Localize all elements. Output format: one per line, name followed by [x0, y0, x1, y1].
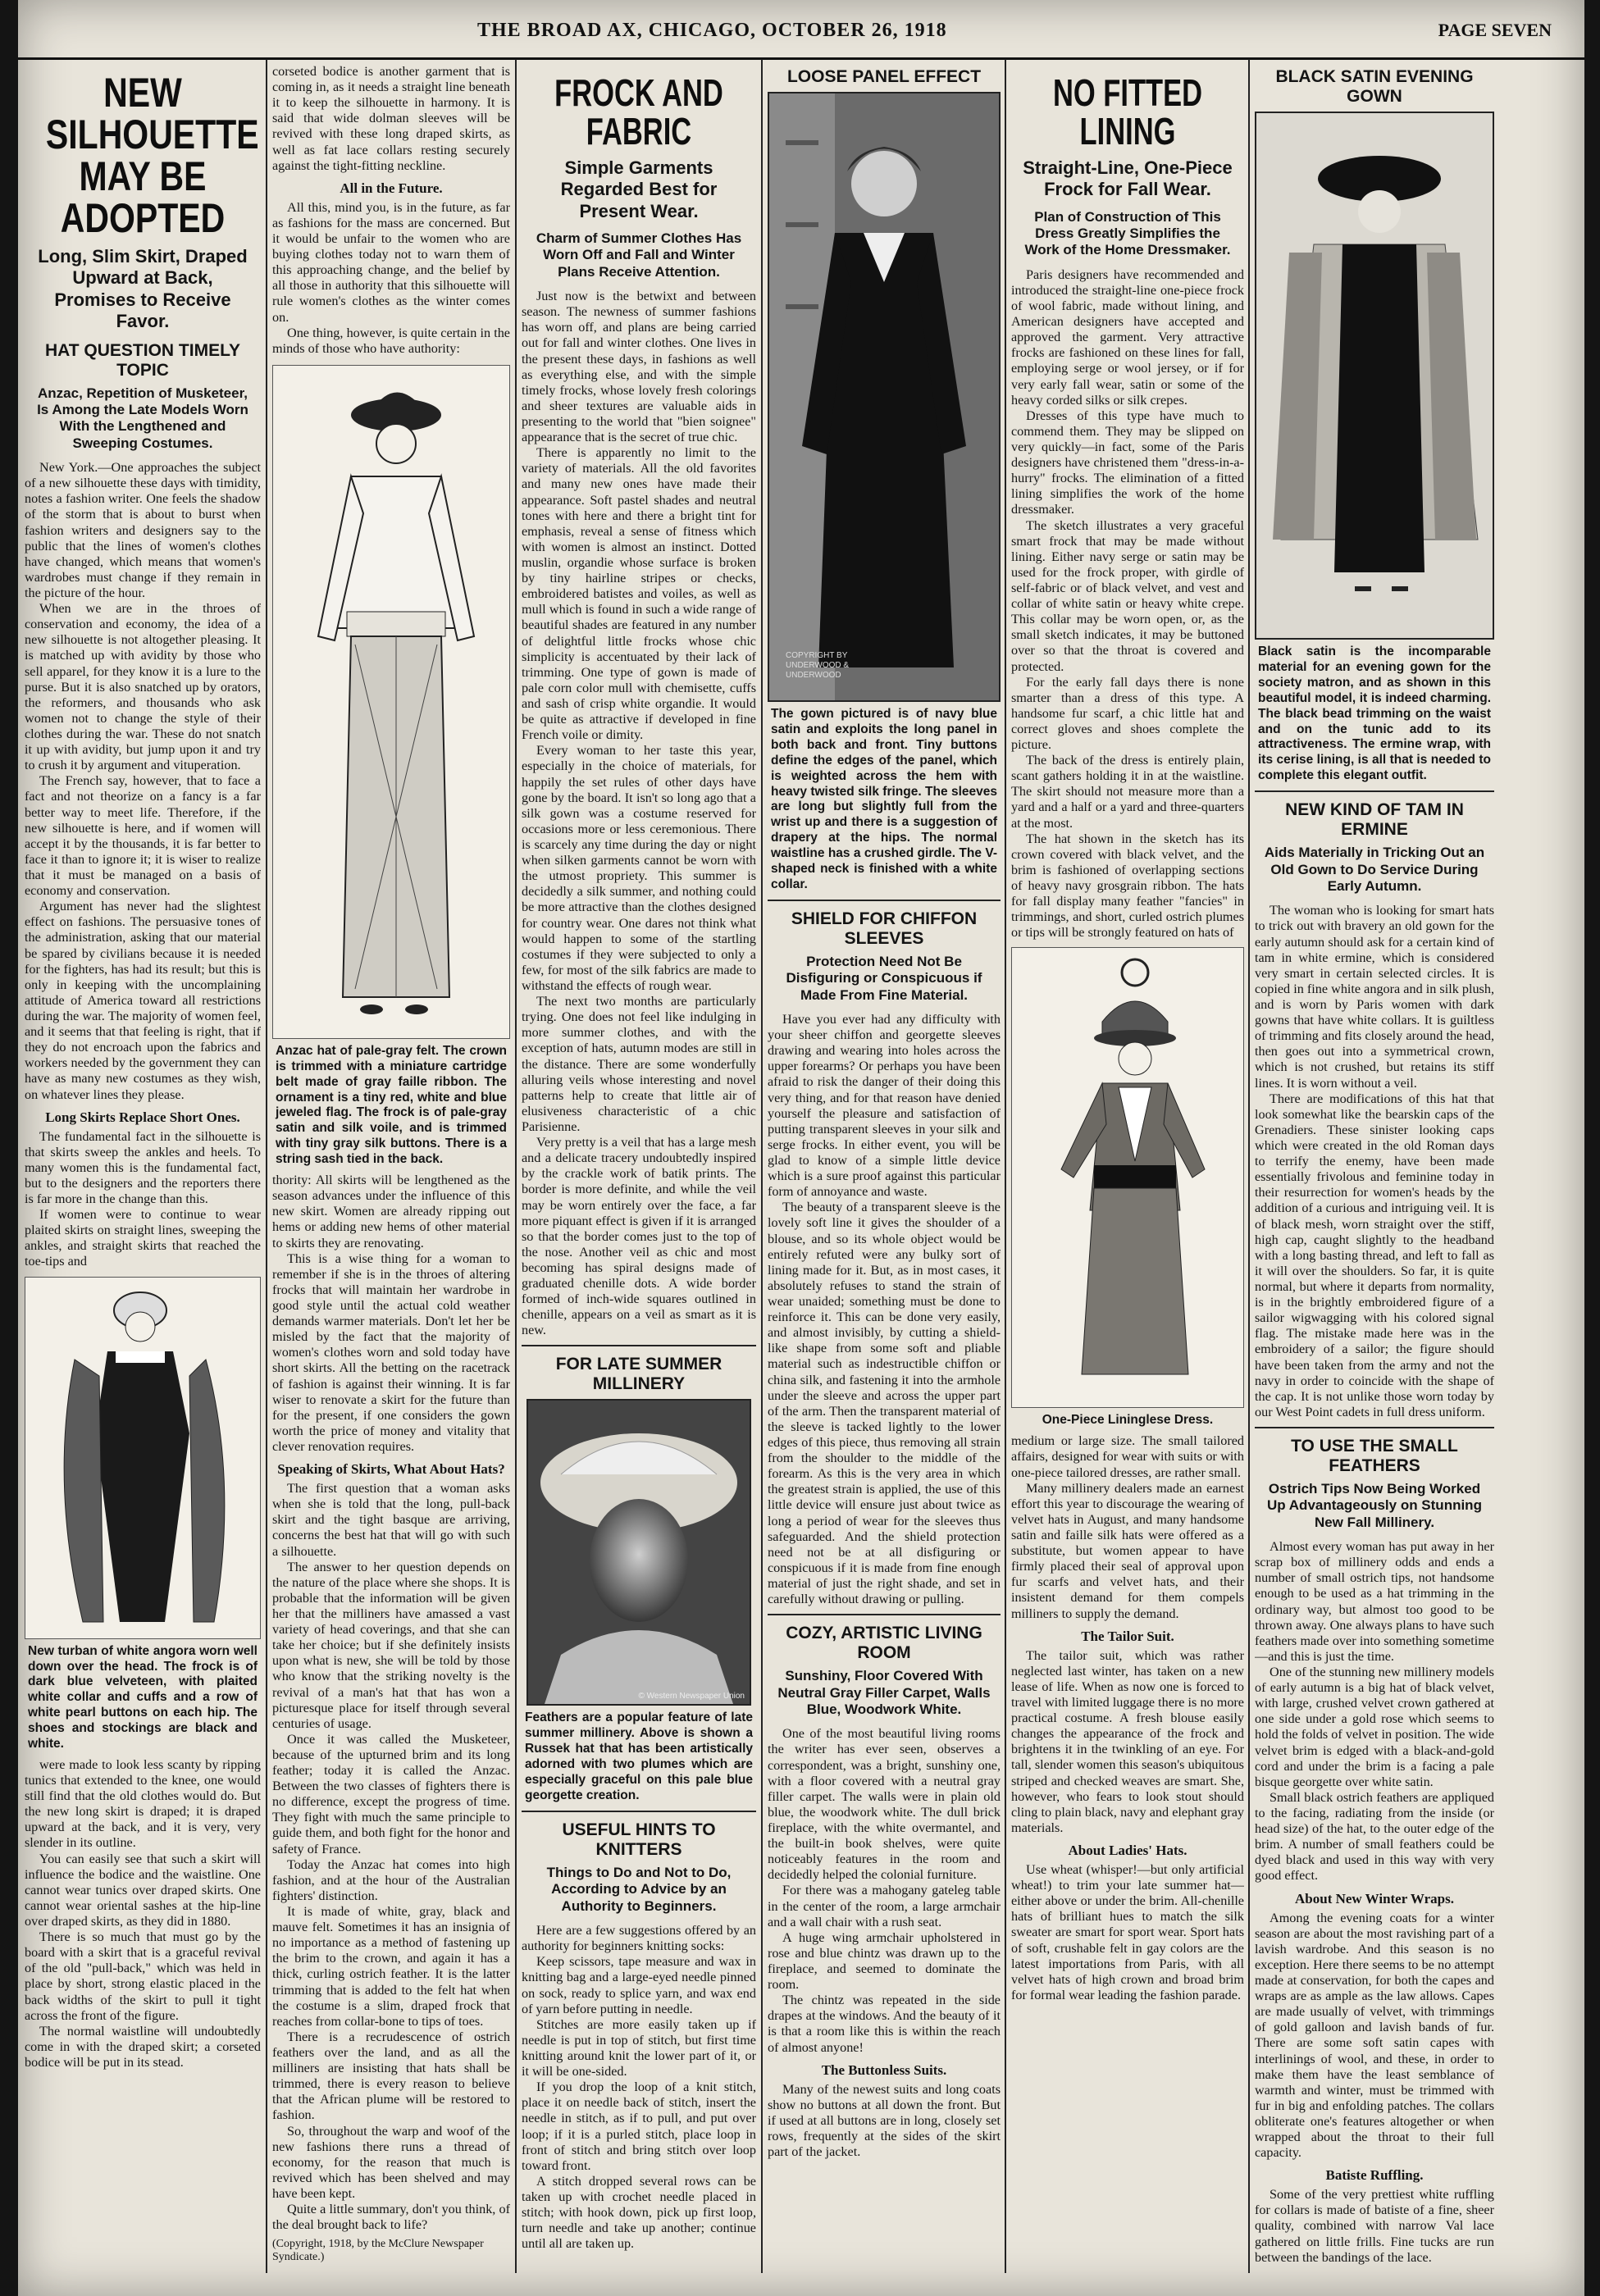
- column-5: [1011, 64, 1244, 2286]
- deck-things-to-do: Things to Do and Not to Do, According to Advice by an Authority to Beginners.: [546, 1864, 732, 1914]
- article-paragraph: For the early fall days there is none smarter than a dress of this type. A handsome fur scarf, a chic little hat and correct gloves and shoes complete the picture.: [1011, 674, 1244, 753]
- article-paragraph: There are modifications of this hat that look somewhat like the bearskin caps of the Grenadiers. These sinister looking caps which were created in the old Roman days to terrify the enemy, have been made essentially frivolous and feminine today in their resurrection for women's heads by the addition of a curious and intriguing veil. It is of black mesh, worn straight over the stiff, high cap, caught slightly to the headband with a long basting thread, and left to fall as it will over the shoulders. So far, it is quite normal, but where it departs from normality, is in the brightly embroidered figure of a sailor wigwagging with his colored signal flag. The mistake made here was in the embroidery of a sailor; the figure should have been taken from the army and not the navy in order to coincide with the shape of the cap. It is not unlike those worn today by our West Point cadets in full dress uniform.: [1255, 1091, 1494, 1419]
- article-paragraph: If women were to continue to wear plaited skirts on straight lines, sweeping the ankles, and straight skirts that reached the toe-tips and: [25, 1207, 261, 1269]
- deck-ostrich-tips: Ostrich Tips Now Being Worked Up Advantageously on Stunning New Fall Millinery.: [1267, 1480, 1482, 1530]
- article-paragraph: The chintz was repeated in the side drapes at the windows. And the beauty of it is that a room like this is within the reach of almost anyone!: [768, 1993, 1001, 2055]
- article-paragraph: Small black ostrich feathers are appliqued to the facing, radiating from the inside (or head size) of the hat, to the outer edge of the brim. A number of small feathers could be dyed black and used in this way with very good effect.: [1255, 1789, 1494, 1884]
- article-paragraph: This is a wise thing for a woman to remember if she is in the throes of altering frocks that will maintain her wardrobe in good style until the actual cold weather demands warmer materials. Don't let her be misled by the fact that the majority of women's clothes worn and sold today have short skirts. All the betting on the racetrack of fashion is against their winning. It is far wiser to renovate a skirt for the future than for the present, if one considers the gown worth the price of money and vitality that clever renovation requires.: [272, 1250, 510, 1454]
- section-subhead: The Buttonless Suits.: [821, 2061, 947, 2078]
- column-2: [272, 64, 510, 2286]
- article-paragraph: thority: All skirts will be lengthened as the season advances under the influence of this new skirt. Women are already ripping out hems or adding new hems of other material to skirts they are renovating.: [272, 1173, 510, 1250]
- photo-plate-credit: COPYRIGHT BY UNDERWOOD & UNDERWOOD: [786, 651, 850, 680]
- article-paragraph: Some of the very prettiest white ruffling for collars is made of batiste of a fine, sheer quality, combined with narrow Val lace gathered on little frills. Fine tucks are run between the bandings of the lace.: [1255, 2187, 1494, 2265]
- subhead-cozy-living-room: COZY, ARTISTIC LIVING ROOM: [786, 1624, 982, 1663]
- subhead-small-feathers: TO USE THE SMALL FEATHERS: [1291, 1436, 1458, 1475]
- article-paragraph: If you drop the loop of a knit stitch, place it on needle back of stitch, insert the needle in stitch, as if to pull, and put over loop; if it is a purled stitch, place loop in front of stitch and bring stitch over loop toward front.: [522, 2080, 756, 2173]
- article-paragraph: Dresses of this type have much to commend them. They may be slipped on very quickly—in fact, some of the Paris designers have christened them "dress-in-a-hurry" frocks. The elimination of a fitted lining simplifies the work of the home dressmaker.: [1011, 408, 1244, 517]
- article-paragraph: There is apparently no limit to the variety of materials. All the old favorites and many new ones have made their appearance. Soft pastel shades and neutral tones with here and there a bright tint for emphasis, reveal a sense of fitness which with women is almost an instinct. Dotted muslin, organdie whose surface is broken by tiny hairline stripes or checks, embroidered batistes and voiles, as well as mull which is found in such a wide range of beautiful shades are featured in any number of delightful little frocks whose chic simplicity is accentuated by their lack of trimming. One type of gown is made of pale corn color mull with chemisette, cuffs and sash of crisp white organdie. It would be quite as attractive if developed in fine French voile or dimity.: [522, 445, 756, 743]
- article-paragraph: Many of the newest suits and long coats show no buttons at all down the front. But if used at all buttons are in long, closely set rows, frequently at the sides of the skirt part of the jacket.: [768, 2081, 1001, 2160]
- article-paragraph: corseted bodice is another garment that is coming in, as it needs a straight line beneath it to keep the silhouette in harmony. It is said that wide dolman sleeves will be revived with these long draped skirts, as well as fat lace collars resting securely against the tight-fitting neckline.: [272, 64, 510, 173]
- page-number: PAGE SEVEN: [1438, 20, 1552, 40]
- deck-straight-line: Straight-Line, One-Piece Frock for Fall Wear.: [1023, 157, 1233, 200]
- divider: [768, 1614, 1001, 1615]
- subhead-shield-chiffon: SHIELD FOR CHIFFON SLEEVES: [791, 909, 978, 948]
- photo-credit: © Western Newspaper Union: [638, 1692, 745, 1702]
- article-paragraph: For there was a mahogany gateleg table in the center of the room, a large armchair and a wall chair with a rush seat.: [768, 1883, 1001, 1929]
- article-paragraph: Just now is the betwixt and between season. The newness of summer fashions has worn off, and plans are being carried out for fall and winter clothes. One lives in the present these days, in fashions as well as everything else, and with the simple timely frocks, whose lovely fresh colorings and sheer textures are valuable aids in presenting to the world that "bien soignee" appearance that is the secret of true chic.: [522, 289, 756, 445]
- article-paragraph: Have you ever had any difficulty with your sheer chiffon and georgette sleeves drawing and wearing into holes across the upper forearms? Or perhaps you have been afraid to risk the danger of their doing this very thing, and for that reason have denied yourself the pleasure and satisfaction of putting transparent sleeves in your silk and serge frocks. In either event, you will be glad to know of a simple little device which is a sure proof against this particular form of annoyance and waste.: [768, 1012, 1001, 1200]
- article-paragraph: New York.—One approaches the subject of a new silhouette these days with timidity, notes a fashion writer. One feels the shadow of the storm that is about to burst when fashion writers and designers say to the public that the lines of women's clothes have changed, which means that women's wardrobes must change if they remain in the picture of the hour.: [25, 460, 261, 600]
- woman-figure-icon: [1012, 948, 1243, 1407]
- subhead-tam-in-ermine: NEW KIND OF TAM IN ERMINE: [1285, 800, 1464, 840]
- copyright-line: (Copyright, 1918, by the McClure Newspaper Syndicate.): [272, 2238, 484, 2264]
- article-paragraph: All this, mind you, is in the future, as far as fashions for the mass are concerned. But it would be unfair to the women who are buying clothes today not to warn them of this approaching change, and the belief by all those in authority that this silhouette will rule women's clothes as the winter comes on.: [272, 199, 510, 325]
- subhead-hints-to-knitters: USEFUL HINTS TO KNITTERS: [562, 1820, 716, 1859]
- article-paragraph: The woman who is looking for smart hats to trick out with bravery an old gown for the early autumn should ask for a certain kind of tam in white ermine, which is considered very smart in certain selected circles. It is copied in fine white angora and in silk plush, and is worn by Paris women with dark gowns that have white collars. It is guiltless of trimming and fits closely around the head, then goes out into a symmetrical crown, which is not crushed, but retains its stiff lines. It is worn without a veil.: [1255, 903, 1494, 1091]
- column-rule: [266, 59, 267, 2273]
- article-paragraph: The first question that a woman asks when she is told that the long, pull-back skirt and the tight basque are arriving, concerns the best hat that will go with such a silhouette.: [272, 1481, 510, 1559]
- article-paragraph: A stitch dropped several rows can be taken up with crochet needle placed in stitch; with hook down, pick up first loop, turn needle and take up another; continue until all are taken up.: [522, 2173, 756, 2252]
- deck-plan-of-construction: Plan of Construction of This Dress Greatly Simplifies the Work of the Home Dressmaker.: [1024, 208, 1231, 258]
- divider: [768, 900, 1001, 901]
- section-subhead: About New Winter Wraps.: [1295, 1890, 1454, 1906]
- section-subhead: All in the Future.: [340, 180, 443, 196]
- article-paragraph: Almost every woman has put away in her scrap box of millinery odds and ends a number of small ostrich tips, not handsome enough to be used as a hat trimming in the ordinary way, but almost too good to be thrown away. One always plans to have such feathers made over into something sometime—and this is just the time.: [1255, 1539, 1494, 1664]
- deck-long-slim-skirt: Long, Slim Skirt, Draped Upward at Back, Promises to Receive Favor.: [38, 246, 248, 332]
- article-paragraph: were made to look less scanty by ripping tunics that extended to the knee, one would still find that the old clothes would do. But the new long skirt is draped; it is draped upward at the back, and it is very, very slender in its outline.: [25, 1756, 261, 1851]
- section-subhead: Long Skirts Replace Short Ones.: [45, 1109, 240, 1125]
- article-paragraph: Among the evening coats for a winter season are about the most ravishing part of a lavish wardrobe. And this season is no exception. Here there seems to be no attempt made at conservation, for both the capes and wraps are as ample as the law allows. Capes are made usually of velvet, with trimmings of gold galloon and lavish bands of fur. There are some soft satin capes with interlinings of wool, and these, in order to make them have the least semblance of warmth and winter, must be trimmed with fur in big and enfolding patches. The collars obliterate one's features altogether or when wrapped about the throat to their full capacity.: [1255, 1910, 1494, 2161]
- subhead-loose-panel-effect: LOOSE PANEL EFFECT: [786, 67, 982, 86]
- article-paragraph: Stitches are more easily taken up if needle is put in top of stitch, but first time knitting around knit the lower part of it, or it will be one-sided.: [522, 2016, 756, 2080]
- woman-figure-icon: [273, 366, 509, 1038]
- article-paragraph: The beauty of a transparent sleeve is the lovely soft line it gives the shoulder of a blouse, and so its whole object would be entirely refuted were any bulky sort of lining made for it. But, as in most cases, it absolutely refuses to stand the strain of wear unaided; something must be done to reinforce it. This can be done very easily, and almost invisibly, by cutting a shield-like shape from some soft and pliable material such as indestructible chiffon or china silk, and fastening it into the armhole under the sleeve and across the upper part of the arm. Then the transparent material of the sleeve is tacked lightly to the lower edges of this piece, thus removing all strain from the shoulder to the middle of the forearm. As this is the very area in which the greatest strain is applied, the use of this little device will ensure just about twice as long a period of wear for the sleeves thus safeguarded. And the shield protection need not be at all disfiguring or conspicuous if it is made from fine enough material of just the right shade, and set in carefully without drawing or pulling.: [768, 1200, 1001, 1607]
- column-rule: [515, 59, 517, 2273]
- article-paragraph: The normal waistline will undoubtedly come in with the draped skirt; a corseted bodice will be put in its stead.: [25, 2023, 261, 2070]
- article-paragraph: Quite a little summary, don't you think, of the deal brought back to life?: [272, 2202, 510, 2233]
- millinery-caption: Feathers are a popular feature of late summer millinery. Above is shown a Russek hat that has been artistically adorned with two plumes which are especially graceful on this pale blue georgette creation.: [525, 1711, 753, 1803]
- divider: [522, 1345, 756, 1346]
- section-subhead: Speaking of Skirts, What About Hats?: [277, 1461, 505, 1478]
- column-1: [25, 64, 261, 2286]
- article-paragraph: Every woman to her taste this year, especially in the choice of materials, for happily the set rules of other days have gone by the board. It isn't so long ago that a silk gown was a costume reserved for occasions more or less ceremonious. There is scarcely any time during the day or night when silken garments cannot be worn with the utmost propriety. This summer is decidedly a silk summer, and nothing could be more attractive than the clothes designed for country wear. One dares not think what would happen to some of the startling costumes if they were subjected to only a few, for most of the silk fabrics are made to withstand the effects of rough wear.: [522, 743, 756, 993]
- woman-figure-icon: [25, 1278, 260, 1638]
- article-paragraph: So, throughout the warp and woof of the new fashions there runs a thread of economy, for the reason that much is revived which has been shelved and may have been kept.: [272, 2123, 510, 2201]
- turban-caption: New turban of white angora worn well down over the head. The frock is of dark blue velveteen, with plaited white collar and cuffs and a row of white pearl buttons on each hip. The shoes and stockings are black and white.: [28, 1643, 258, 1752]
- deck-simple-garments: Simple Garments Regarded Best for Present Wear.: [560, 157, 718, 221]
- article-paragraph: Today the Anzac hat comes into high fashion, and at the hour of the Australian fighters' distinction.: [272, 1856, 510, 1903]
- article-paragraph: medium or large size. The small tailored affairs, designed for wear with suits or with one-piece tailored dresses, are rather small.: [1011, 1433, 1244, 1480]
- article-paragraph: The sketch illustrates a very graceful smart frock that may be made without lining. Either navy serge or satin may be used for the frock proper, with girdle of self-fabric or of black velvet, and vest and collar of white satin or heavy white crepe. This collar may be worn open, or, as the small sketch indicates, it may be buttoned over so that the throat is covered and protected.: [1011, 517, 1244, 674]
- article-paragraph: Use wheat (whisper!—but only artificial wheat!) to trim your late summer hat—either above or under the brim. All-chenille hats of brilliant hues to match the silk sweater are smart for sport wear. Sport hats of soft, crushable felt in gay colors are the latest importations from Paris, with all velvet hats of high crown and broad brim for formal wear leading the fashion parade.: [1011, 1862, 1244, 2002]
- navy-satin-gown-photo: [768, 92, 1001, 702]
- column-rule: [761, 59, 763, 2273]
- millinery-photo: [526, 1399, 751, 1706]
- article-paragraph: Here are a few suggestions offered by an authority for beginners knitting socks:: [522, 1923, 756, 1954]
- headline-frock-and-fabric: FROCK AND FABRIC: [554, 71, 723, 153]
- section-subhead: Batiste Ruffling.: [1325, 2167, 1424, 2184]
- masthead-date-line: THE BROAD AX, CHICAGO, OCTOBER 26, 1918: [477, 20, 947, 41]
- divider: [1255, 790, 1494, 792]
- black-satin-caption: Black satin is the incomparable material for an evening gown for the society matron, and as shown in this beautiful model, it is indeed charming. The black bead trimming on the waist and on the tunic add to its attractiveness. The ermine wrap, with its cerise lining, is all that is needed to complete this elegant outfit.: [1258, 645, 1491, 783]
- column-rule: [1248, 59, 1250, 2273]
- article-paragraph: There is a recrudescence of ostrich feathers over the land, and as all the milliners are insisting that hats shall be trimmed, there is every reason to believe that the African plume will be restored to fashion.: [272, 2029, 510, 2123]
- article-paragraph: There is so much that must go by the board with a skirt that is a graceful revival of the old "pull-back," which was held in place by short, strong elastic placed in the back widths of the skirt to pull it tight across the front of the figure.: [25, 1929, 261, 2023]
- article-paragraph: One of the most beautiful living rooms the writer has ever seen, observes a correspondent, was a bright, sunshiny one, with a floor covered with a neutral gray filler carpet. The walls were in plain old blue, the woodwork white. The dull brick fireplace, with the white overmantel, and the built-in book shelves, were quite noticeably features in the room and decidedly helped the colonial furniture.: [768, 1726, 1001, 1883]
- anzac-hat-illustration: [272, 365, 510, 1039]
- black-satin-gown-photo: [1255, 112, 1494, 640]
- navy-gown-caption: The gown pictured is of navy blue satin and exploits the long panel in both back and front. Tiny buttons define the edges of the panel, which is weighted across the hem with heavy twisted silk fringe. The sleeves are long but slightly full from the wrist up and there is a suggestion of drapery at the hips. The normal waistline has a crushed girdle. The V-shaped neck is finished with a white collar.: [771, 707, 997, 891]
- subhead-black-satin-gown: BLACK SATIN EVENING GOWN: [1275, 67, 1474, 106]
- anzac-caption: Anzac hat of pale-gray felt. The crown is trimmed with a miniature cartridge belt made of gray faille ribbon. The ornament is a tiny red, white and blue jeweled flag. The frock is of pale-gray satin and silk voile, and is trimmed with tiny gray silk buttons. There is a string sash tied in the back.: [276, 1043, 507, 1167]
- headline-new-silhouette: NEW SILHOUETTE MAY BE ADOPTED: [45, 70, 259, 241]
- article-paragraph: The next two months are particularly trying. One does not feel like indulging in more summer clothes, and with the exception of hats, autumn modes are still in the distance. There are some wonderfully alluring veils whose interesting and novel patterns help to create that little air of elusiveness characteristic of a chic Parisienne.: [522, 994, 756, 1134]
- article-paragraph: The tailor suit, which was rather neglected last winter, has taken on a new lease of life. When as now one is forced to travel with limited luggage there is no more practical costume. A fresh blouse easily changes the appearance of the frock and brightens it in the twinkling of an eye. For tall, slender women this season's ubiquitous striped and checked weaves are smart. She, however, who fears to look stout should cling to plain black, navy and elephant gray materials.: [1011, 1647, 1244, 1835]
- one-piece-caption: One-Piece Lininglese Dress.: [1042, 1413, 1214, 1428]
- subhead-late-summer-millinery: FOR LATE SUMMER MILLINERY: [555, 1355, 723, 1394]
- article-paragraph: You can easily see that such a skirt will influence the bodice and the waistline. One cannot wear tunics over draped skirts. One cannot wear oriental sashes at the hip-line over draped skirts, as they did in 1880.: [25, 1851, 261, 1929]
- column-6: [1255, 64, 1494, 2286]
- column-3: [522, 64, 756, 2286]
- column-4: [768, 64, 1001, 2286]
- article-paragraph: Very pretty is a veil that has a large mesh and a delicate tracery undoubtedly inspired by the crackle work of batik prints. The border is more definite, and while the veil may be worn entirely over the face, a far more piquant effect is given if it is arranged so that the border comes just to the top of the nose. Another veil as chic and most becoming has spiral designs made of graduated chenille dots. A wide border formed of inch-wide squares outlined in chenille, appears on a veil as smart as it is new.: [522, 1135, 756, 1338]
- section-subhead: The Tailor Suit.: [1081, 1628, 1174, 1644]
- article-paragraph: One of the stunning new millinery models of early autumn is a big hat of black velvet, with large, crushed velvet crown gathered at one side under a gold rose which seems to hold the folds of velvet in position. The wide velvet brim is edged with a black-and-gold cord and under the brim is a facing a pale bisque georgette over white satin.: [1255, 1664, 1494, 1789]
- article-paragraph: The French say, however, that to face a fact and not theorize on a fancy is a far better way to meet life. Therefore, if the new silhouette is here, and if women will accept it by the thousands, it is far better to face it than to ignore it; it is wiser to realize that it must be managed on a basis of economy and conservation.: [25, 773, 261, 899]
- divider: [522, 1811, 756, 1812]
- running-header: [18, 8, 1584, 60]
- deck-charm-of-summer: Charm of Summer Clothes Has Worn Off and Fall and Winter Plans Receive Attention.: [536, 230, 742, 280]
- subhead-hat-question: HAT QUESTION TIMELY TOPIC: [44, 340, 240, 380]
- article-paragraph: Keep scissors, tape measure and wax in knitting bag and a large-eyed needle pinned on sock, ready to splice yarn, and wax end of yarn before putting in needle.: [522, 1954, 756, 2016]
- article-paragraph: The back of the dress is entirely plain, scant gathers holding it in at the waistline. The skirt should not measure more than a yard and a half or a yard and three-quarters at the most.: [1011, 753, 1244, 831]
- article-paragraph: Paris designers have recommended and introduced the straight-line one-piece frock of wool fabric, made without lining, and American designers have accepted and approved the garment. Very attractive frocks are fashioned on these lines for fall, employing serge or wool jersey, or if for very early fall wear, satin or some of the heavy corded silks or silk crepes.: [1011, 266, 1244, 408]
- headline-no-fitted-lining: NO FITTED LINING: [1052, 71, 1203, 153]
- newspaper-page: [18, 0, 1584, 2296]
- deck-anzac: Anzac, Repetition of Musketeer, Is Among the Late Models Worn With the Lengthened and Sweeping Costumes.: [37, 385, 248, 451]
- article-paragraph: Once it was called the Musketeer, because of the upturned brim and its long feather; today it is called the Anzac. Between the two classes of fighters there is no difference, except the progress of time. They fight with much the same principle to guide them, and both fight for the honor and safety of France.: [272, 1731, 510, 1856]
- deck-aids-materially: Aids Materially in Tricking Out an Old Gown to Do Service During Early Autumn.: [1264, 845, 1485, 894]
- article-paragraph: Many millinery dealers made an earnest effort this year to discourage the wearing of velvet hats in August, and many handsome satin and faille silk hats were offered as a substitute, but women appear to have firmly placed their seal of approval upon fur scarfs and velvet hats, and their insistent demand for them compels milliners to supply the demand.: [1011, 1480, 1244, 1621]
- article-paragraph: It is made of white, gray, black and mauve felt. Sometimes it has an insignia of no importance as a method of fastening up the brim to the crown, and again it has a thick, curling ostrich feather. It is the latter trimming that is added to the felt hat when the costume is a slim, draped frock that reaches from collar-bone to tips of toes.: [272, 1904, 510, 2029]
- deck-sunshiny: Sunshiny, Floor Covered With Neutral Gray Filler Carpet, Walls Blue, Woodwork White.: [777, 1668, 991, 1717]
- article-paragraph: Argument has never had the slightest effect on fashions. The persuasive tones of the administration, asking that our material be spared by civilians because it is needed for the fighters, has had its result; but this is only in keeping with the uncomplaining attitude of America toward all restrictions during the war. The majority of women feel, and it seems that that feeling is right, that if they do not encroach upon the fabrics and workers needed by the government they can have as many new costumes as they wish, on whatever lines they please.: [25, 899, 261, 1102]
- article-paragraph: The hat shown in the sketch has its crown covered with black velvet, and the brim is fashioned of overlapping sections of heavy navy grosgrain ribbon. The hats for fall display many feather "fancies" in trimmings, and short, curled ostrich plumes or tips will be strongly featured on hats of: [1011, 831, 1244, 941]
- turban-dress-illustration: [25, 1277, 261, 1639]
- section-subhead: About Ladies' Hats.: [1068, 1843, 1187, 1858]
- article-paragraph: When we are in the throes of conservation and economy, the idea of a new silhouette is not altogether pleasing. It is matched up with avidity by those who sell apparel, for they know it is a lure to the purse. But it is also snatched up by orators, the reformers, and thousands who ask women not to change the style of their clothes during the war. These do not snatch it up with avidity, but jump upon it and try to crush it by argument and vituperation.: [25, 601, 261, 773]
- article-paragraph: The answer to her question depends on the nature of the place where she shops. It is probable that the information will be given her that the milliners have amassed a vast variety of head coverings, and that she can take her choice; but if she definitely insists upon what is new, she will be told by those who know that the striking novelty is the revival of a man's hat that has won a picturesque place for itself through several centuries of usage.: [272, 1559, 510, 1731]
- column-rule: [1005, 59, 1006, 2273]
- deck-protection: Protection Need Not Be Disfiguring or Conspicuous if Made From Fine Material.: [786, 953, 982, 1003]
- article-paragraph: The fundamental fact in the silhouette is that skirts sweep the ankles and heels. To many women this is the fundamental fact, but to the designers and the reporters there is far more in the change than this.: [25, 1128, 261, 1207]
- article-paragraph: A huge wing armchair upholstered in rose and blue chintz was drawn up to the fireplace, and seemed to dominate the room.: [768, 1929, 1001, 1993]
- divider: [1255, 1427, 1494, 1428]
- one-piece-dress-illustration: [1011, 947, 1244, 1408]
- article-paragraph: One thing, however, is quite certain in the minds of those who have authority:: [272, 325, 510, 356]
